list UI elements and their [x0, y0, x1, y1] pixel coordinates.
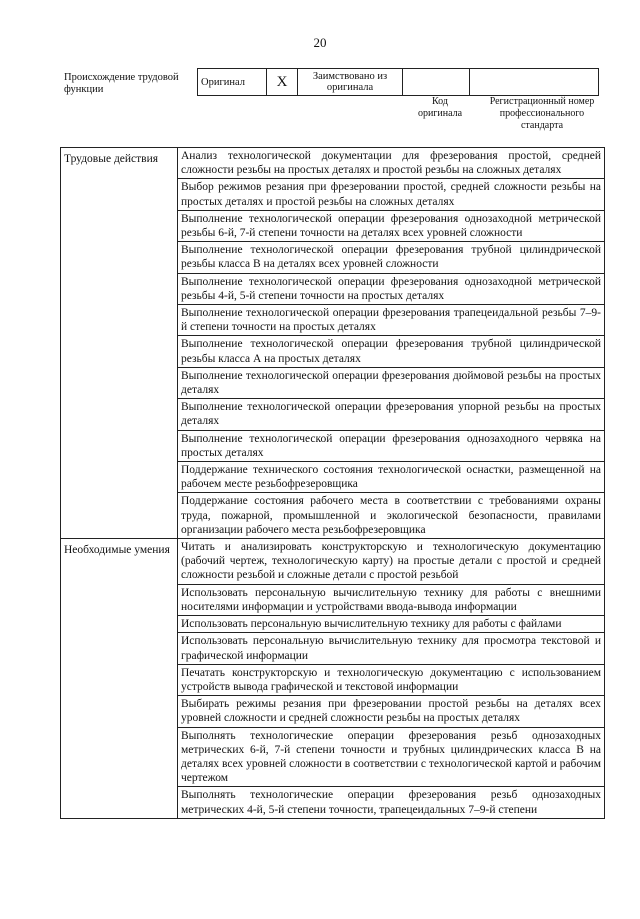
actions-item: Выполнение технологической операции фрезерования однозаходной метрической резьбы 4-й, 5-й степени точности на простых деталях [178, 273, 605, 304]
actions-item: Выполнение технологической операции фрезерования трубной цилиндрической резьбы класса А на простых деталях [178, 336, 605, 367]
skills-item: Выполнять технологические операции фрезерования резьб однозаходных метрических 4-й, 5-й степени точности, трапецеидальных 7–9-й степени [178, 787, 605, 818]
skills-item: Использовать персональную вычислительную технику для просмотра текстовой и графической информации [178, 633, 605, 664]
skills-item: Использовать персональную вычислительную технику для работы с файлами [178, 616, 605, 633]
actions-item: Анализ технологической документации для фрезерования простой, средней сложности резьбы на простых деталях и простой резьбы на сложных деталях [178, 148, 605, 179]
origin-table [197, 68, 599, 96]
actions-item: Выполнение технологической операции фрезерования упорной резьбы на простых деталях [178, 399, 605, 430]
origin-label: Происхождение трудовой функции [64, 72, 179, 95]
actions-item: Выполнение технологической операции фрезерования дюймовой резьбы на простых деталях [178, 367, 605, 398]
section-label-actions: Трудовые действия [61, 148, 178, 539]
original-cell: Оригинал [198, 69, 267, 96]
skills-item: Выбирать режимы резания при фрезеровании простой резьбы на деталях всех уровней сложности и средней сложности резьбы на простых деталях [178, 696, 605, 727]
table-row [61, 539, 605, 585]
actions-item: Поддержание технического состояния технологической оснастки, размещенной на рабочем месте резьбофрезеровщика [178, 462, 605, 493]
actions-item: Поддержание состояния рабочего места в соответствии с требованиями охраны труда, пожарной, промышленной и экологической безопасности, правилами организации рабочего места резьбофрезеровщика [178, 493, 605, 539]
original-mark: X [267, 69, 298, 96]
actions-item: Выполнение технологической операции фрезерования однозаходной метрической резьбы 6-й, 7-й степени точности на деталях всех уровней сложности [178, 210, 605, 241]
actions-item: Выполнение технологической операции фрезерования трапецеидальной резьбы 7–9-й степени точности на простых деталях [178, 305, 605, 336]
borrowed-cell: Заимствовано из оригинала [298, 69, 403, 96]
actions-item: Выполнение технологической операции фрезерования трубной цилиндрической резьбы класса В на деталях всех уровней сложности [178, 242, 605, 273]
actions-item: Выполнение технологической операции фрезерования однозаходного червяка на простых деталях [178, 430, 605, 461]
section-label-skills: Необходимые умения [61, 539, 178, 819]
skills-item: Выполнять технологические операции фрезерования резьб однозаходных метрических 6-й, 7-й степени точности и трубных цилиндрических класса В на деталях всех уровней сложности в соответствии с технологической картой и рабочим чертежом [178, 727, 605, 787]
reg-number-caption: Регистрационный номер профессионального стандарта [489, 96, 595, 131]
code-cell [403, 69, 470, 96]
code-caption: Код оригинала [417, 96, 463, 119]
skills-item: Печатать конструкторскую и технологическую документацию с использованием устройств вывода графической и текстовой информации [178, 664, 605, 695]
table-row [61, 148, 605, 179]
actions-item: Выбор режимов резания при фрезеровании простой, средней сложности резьбы на простых деталях и простой резьбы на сложных деталях [178, 179, 605, 210]
skills-item: Читать и анализировать конструкторскую и технологическую документацию (рабочий чертеж, технологическую карту) на простые детали с простой и средней сложности резьбой и сложные детали с простой резьбой [178, 539, 605, 585]
page-number: 20 [313, 35, 327, 50]
skills-item: Использовать персональную вычислительную технику для работы с внешними носителями информации и устройствами ввода-вывода информации [178, 584, 605, 615]
function-table [60, 147, 605, 819]
reg-number-cell [470, 69, 599, 96]
